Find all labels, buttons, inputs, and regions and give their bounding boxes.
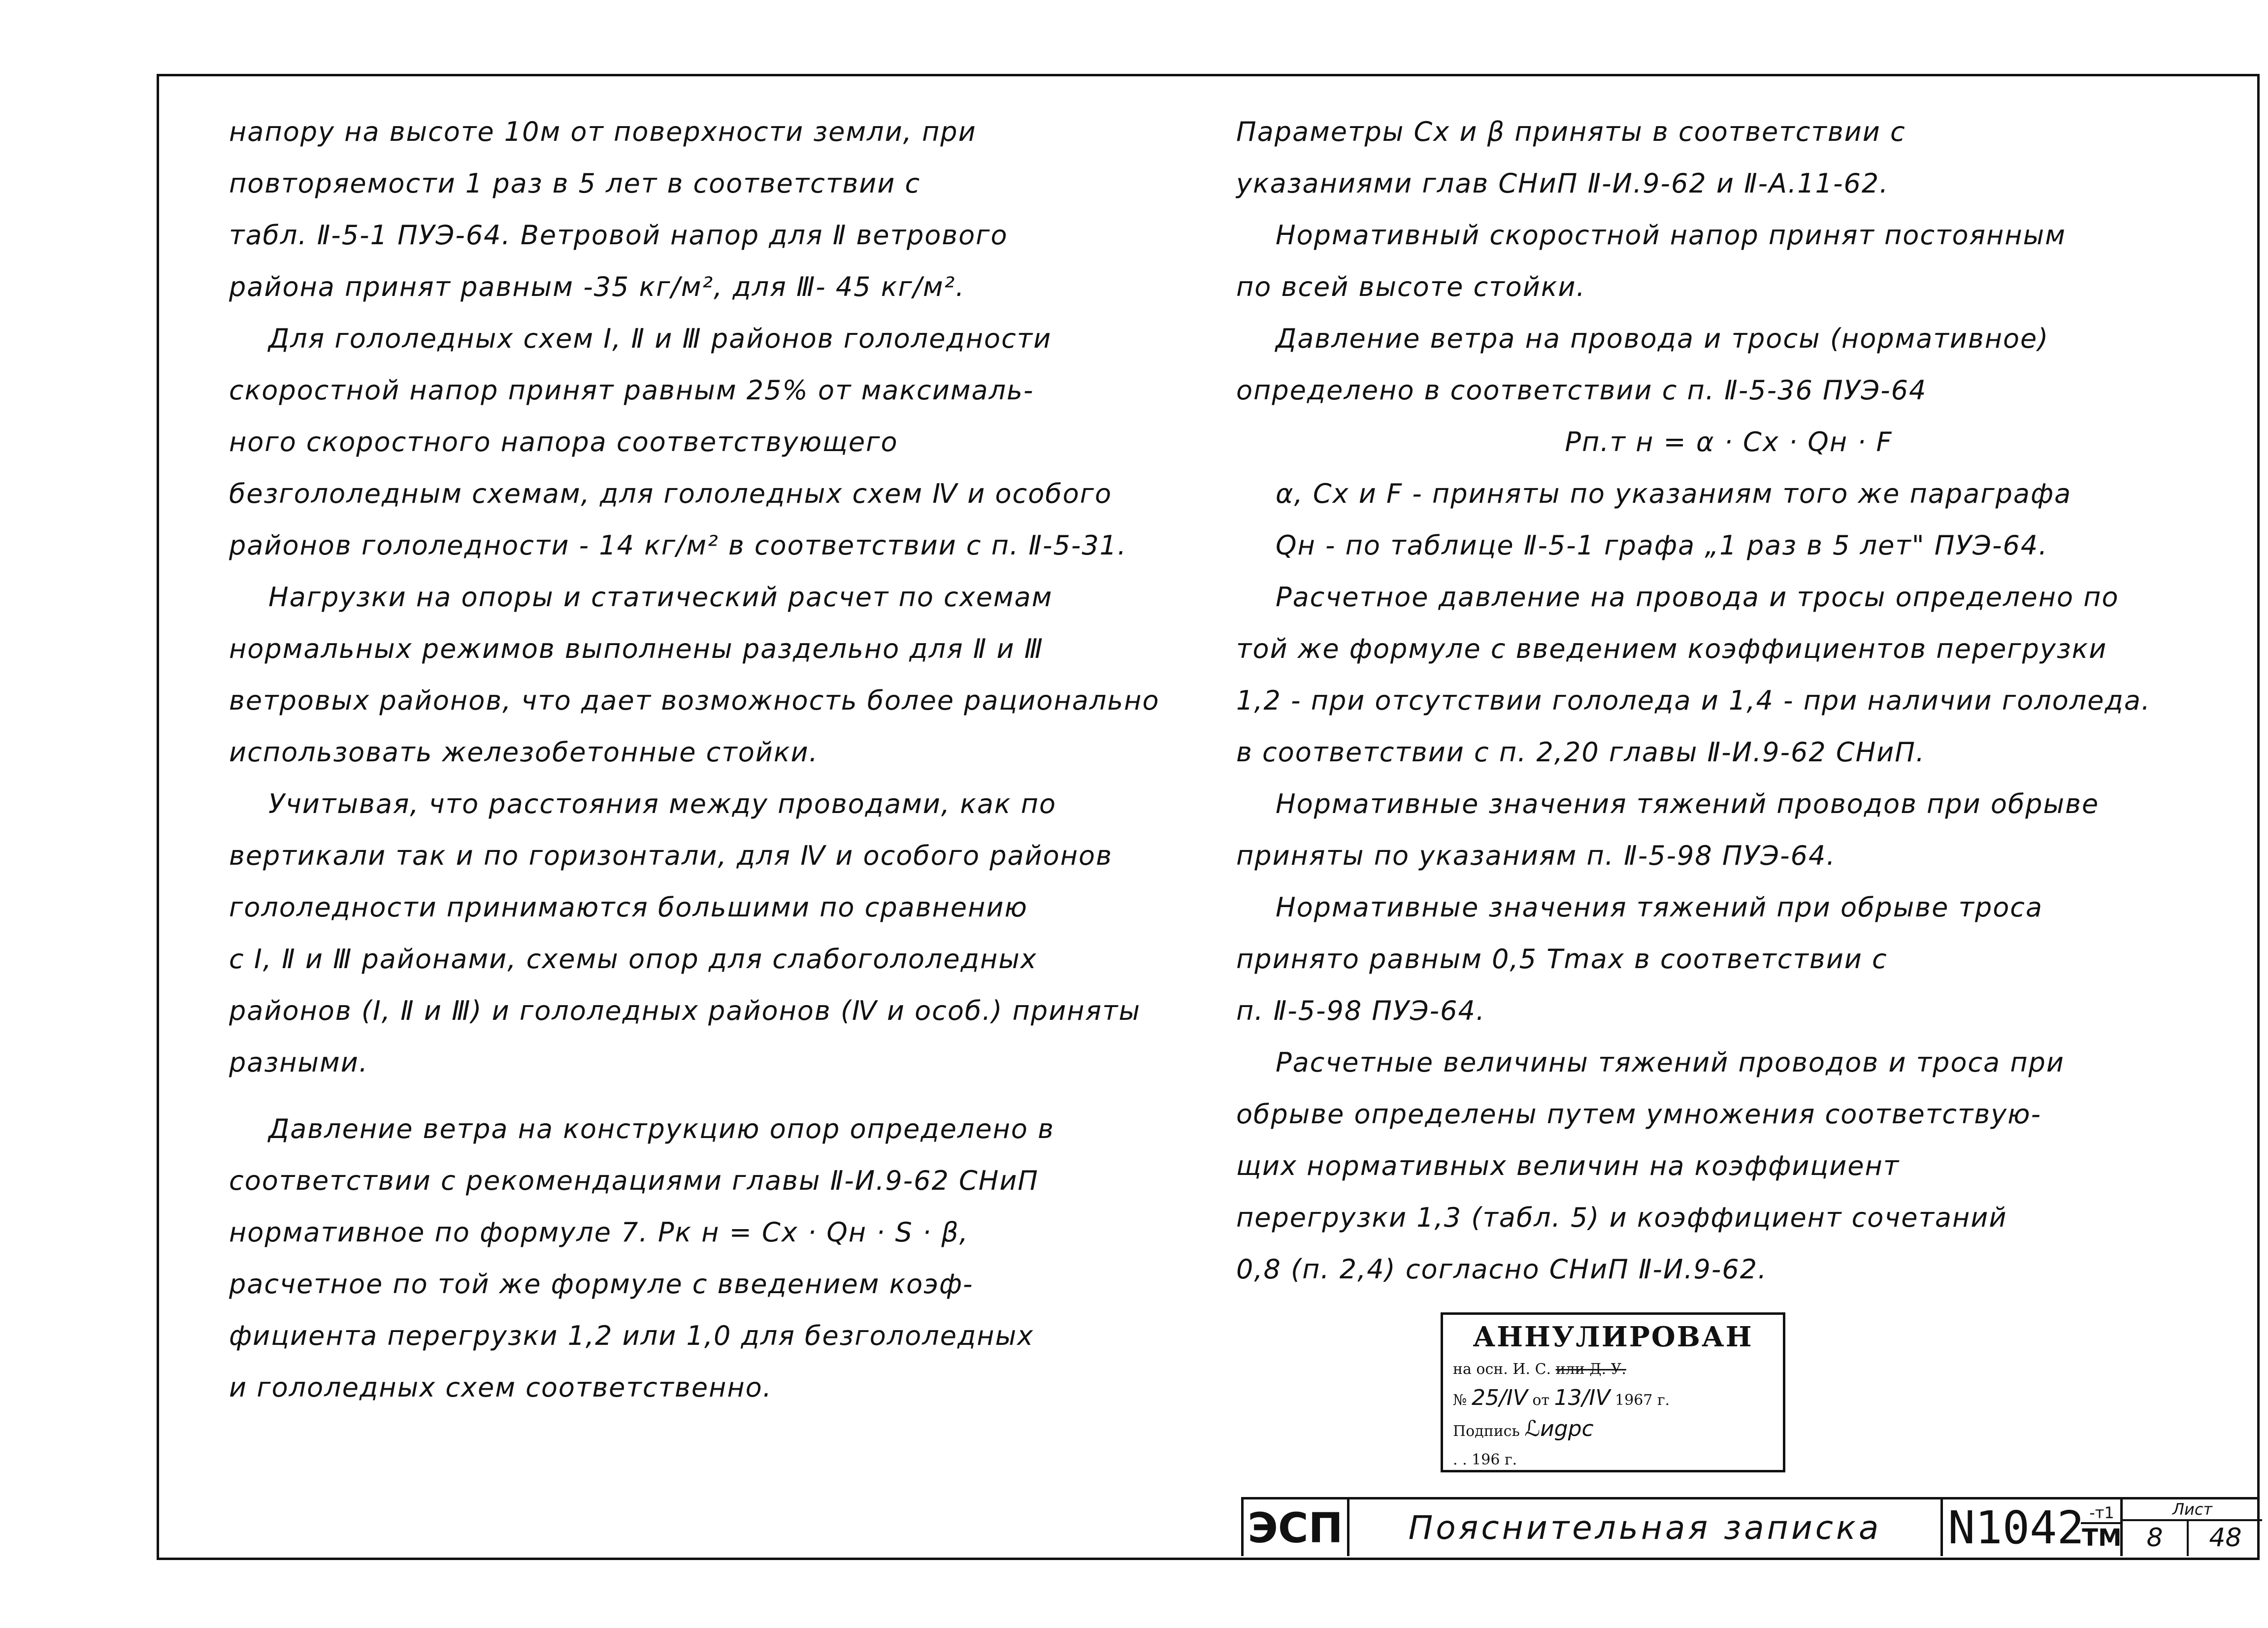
stamp-title: АННУЛИРОВАН [1473,1321,1753,1353]
organization-code: ЭСП [1244,1499,1349,1556]
text-line: указаниями глав СНиП Ⅱ-И.9-62 и Ⅱ-А.11-62. [1236,168,1889,199]
text-line: той же формуле с введением коэффициентов перегрузки [1236,633,2107,664]
text-line: Давление ветра на конструкцию опор определено в [268,1113,1054,1144]
text-line: с Ⅰ, Ⅱ и Ⅲ районами, схемы опор для слабогололедных [229,944,1037,975]
text-line: Нормативный скоростной напор принят постоянным [1276,220,2067,251]
text-line: района принят равным -35 кг/м², для Ⅲ- 45 кг/м². [229,271,965,302]
text-line: безгололедным схемам, для гололедных схем Ⅳ и особого [229,478,1113,509]
text-line: районов гололедности - 14 кг/м² в соответствии с п. Ⅱ-5-31. [229,530,1127,561]
text-line: скоростной напор принят равным 25% от максималь- [229,375,1034,406]
right-text-column [1236,106,2221,1295]
drawing-number-suffix [2081,1503,2123,1553]
document-name: Пояснительная записка [1408,1509,1882,1547]
stamp-basis-prefix: на осн. И. С. [1453,1361,1551,1378]
formula-line: Pп.т н = α · Cx · Qн · F [1565,426,1893,457]
stamp-from-label: от [1532,1392,1550,1409]
sheet-number: 8 [2123,1520,2189,1556]
text-line: нормативное по формуле 7. Pк н = Cx · Qн · S · β, [229,1217,969,1248]
text-line: принято равным 0,5 Tmax в соответствии с [1236,944,1888,975]
left-text-column [229,106,1189,1413]
text-line: перегрузки 1,3 (табл. 5) и коэффициент сочетаний [1236,1202,2007,1233]
text-line: 1,2 - при отсутствии гололеда и 1,4 - при наличии гололеда. [1236,685,2151,716]
text-line: Нормативные значения тяжений проводов при обрыве [1276,788,2100,819]
stamp-basis-row [1453,1355,1773,1384]
stamp-number-value: 25/IV [1471,1385,1528,1410]
drawing-number: N1042 [1940,1499,2123,1556]
stamp-date-value: 13/IV [1554,1385,1611,1410]
text-line: Нагрузки на опоры и статический расчет по схемам [268,582,1053,613]
text-line: Давление ветра на провода и тросы (нормативное) [1276,323,2049,354]
stamp-blank-date: . . 196 г. [1453,1451,1517,1468]
stamp-signature: ℒиgрс [1524,1416,1594,1441]
title-block [1241,1497,2260,1556]
text-line: 0,8 (п. 2,4) согласно СНиП Ⅱ-И.9-62. [1236,1254,1768,1285]
text-line: расчетное по той же формуле с введением коэф- [229,1269,974,1300]
text-line: фициента перегрузки 1,2 или 1,0 для безгололедных [229,1320,1034,1351]
sheet-label: Лист [2123,1499,2262,1521]
text-line: Нормативные значения тяжений при обрыве троса [1276,892,2043,923]
text-line: Qн - по таблице Ⅱ-5-1 графа „1 раз в 5 лет" ПУЭ-64. [1276,530,2048,561]
text-line: Для гололедных схем Ⅰ, Ⅱ и Ⅲ районов гололедности [268,323,1052,354]
stamp-year-suffix: г. [1657,1392,1670,1409]
text-line: соответствии с рекомендациями главы Ⅱ-И.9-62 СНиП [229,1165,1039,1196]
drawing-suffix-top: -т1 [2081,1503,2123,1524]
text-line: разными. [229,1047,369,1078]
text-line: определено в соответствии с п. Ⅱ-5-36 ПУЭ-64 [1236,375,1927,406]
text-line: ветровых районов, что дает возможность более рационально [229,685,1160,716]
text-line: Учитывая, что расстояния между проводами, как по [268,788,1057,819]
sheet-total: 48 [2209,1523,2242,1553]
text-line: гололедности принимаются большими по сравнению [229,892,1028,923]
stamp-signature-label: Подпись [1453,1423,1520,1440]
text-line: Параметры Cx и β приняты в соответствии с [1236,116,1906,147]
text-line: нормальных режимов выполнены раздельно для Ⅱ и Ⅲ [229,633,1044,664]
text-line: Расчетное давление на провода и тросы определено по [1276,582,2119,613]
stamp-signature-row [1453,1415,1773,1446]
text-line: α, Cx и F - приняты по указаниям того же параграфа [1276,478,2072,509]
drawing-suffix-bottom: ТМ [2082,1524,2122,1552]
stamp-year-value: 1967 [1615,1392,1653,1409]
text-line: щих нормативных величин на коэффициент [1236,1150,1900,1181]
stamp-basis-struck: или Д. У. [1555,1361,1626,1378]
stamp-number-label: № [1453,1392,1467,1409]
text-line: вертикали так и по горизонтали, для Ⅳ и особого районов [229,840,1113,871]
sheet-cell [2123,1499,2262,1556]
stamp-number-row [1453,1384,1773,1415]
text-line: и гололедных схем соответственно. [229,1372,772,1403]
text-line: п. Ⅱ-5-98 ПУЭ-64. [1236,995,1485,1026]
text-line: Расчетные величины тяжений проводов и троса при [1276,1047,2065,1078]
text-line: обрыве определены путем умножения соответствую- [1236,1099,2042,1130]
text-line: напору на высоте 10м от поверхности земли, при [229,116,977,147]
text-line: табл. Ⅱ-5-1 ПУЭ-64. Ветровой напор для Ⅱ ветрового [229,220,1008,251]
text-line: по всей высоте стойки. [1236,271,1586,302]
text-line: использовать железобетонные стойки. [229,737,819,768]
text-line: районов (Ⅰ, Ⅱ и Ⅲ) и гололедных районов (Ⅳ и особ.) приняты [229,995,1141,1026]
text-line: приняты по указаниям п. Ⅱ-5-98 ПУЭ-64. [1236,840,1836,871]
text-line: в соответствии с п. 2,20 главы Ⅱ-И.9-62 СНиП. [1236,737,1926,768]
text-line: повторяемости 1 раз в 5 лет в соответствии с [229,168,921,199]
text-line: ного скоростного напора соответствующего [229,426,898,457]
annulled-stamp [1441,1312,1785,1472]
